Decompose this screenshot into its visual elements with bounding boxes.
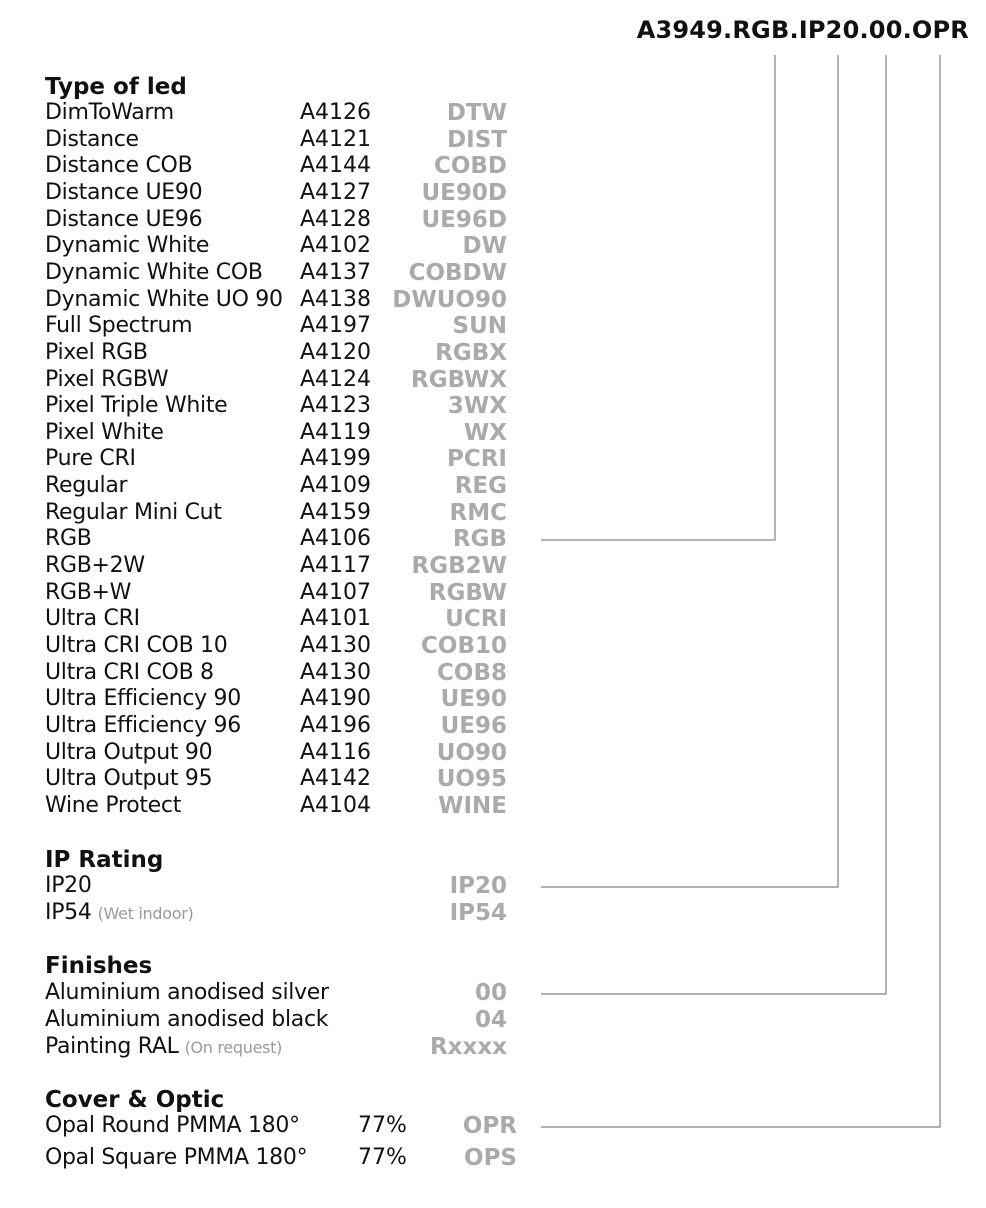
led-name: Distance UE96 xyxy=(45,206,203,232)
led-code: RGB2W xyxy=(411,553,507,580)
led-name: Pure CRI xyxy=(45,446,136,472)
ip-name: IP20 xyxy=(45,873,92,898)
led-name: RGB+2W xyxy=(45,553,145,579)
led-code: SUN xyxy=(452,313,507,340)
led-name: Distance COB xyxy=(45,153,193,179)
led-article-number: A4126 xyxy=(300,100,372,125)
led-code: COB8 xyxy=(437,659,507,686)
led-article-number: A4159 xyxy=(300,499,372,525)
connector-finish xyxy=(541,55,886,994)
led-article-number: A4116 xyxy=(300,739,372,765)
led-article-number: A4109 xyxy=(300,473,372,499)
led-name: Ultra CRI COB 10 xyxy=(45,633,228,658)
led-article-number: A4121 xyxy=(300,126,372,152)
led-code: UE96 xyxy=(440,712,507,739)
led-code: DIST xyxy=(447,126,507,153)
led-name: Ultra Efficiency 90 xyxy=(45,686,241,712)
cover-name: Opal Square PMMA 180° xyxy=(45,1145,308,1170)
led-code: UO90 xyxy=(436,739,507,766)
product-code: A3949.RGB.IP20.00.OPR xyxy=(636,16,969,44)
led-code: RGB xyxy=(452,526,507,553)
led-name: Full Spectrum xyxy=(45,313,193,339)
connector-ip xyxy=(541,55,838,887)
finish-name: Aluminium anodised black xyxy=(45,1007,329,1032)
cover-percentage: 77% xyxy=(358,1113,407,1138)
finish-code: 00 xyxy=(474,980,507,1006)
led-article-number: A4190 xyxy=(300,686,372,712)
led-article-number: A4142 xyxy=(300,766,372,792)
led-name: Regular xyxy=(45,473,128,499)
led-article-number: A4144 xyxy=(300,153,372,179)
led-article-number: A4101 xyxy=(300,606,372,632)
finish-code: 04 xyxy=(474,1007,507,1033)
led-code: COBD xyxy=(433,153,507,180)
led-article-number: A4199 xyxy=(300,446,372,472)
led-name: Dynamic White COB xyxy=(45,259,263,285)
cover-name: Opal Round PMMA 180° xyxy=(45,1113,300,1138)
led-name: Distance UE90 xyxy=(45,179,203,205)
led-name: Pixel White xyxy=(45,419,164,445)
led-article-number: A4104 xyxy=(300,792,372,818)
led-article-number: A4130 xyxy=(300,659,372,685)
led-code: REG xyxy=(454,473,507,500)
led-name: Wine Protect xyxy=(45,792,182,818)
led-code: PCRI xyxy=(446,446,507,473)
cover-code: OPR xyxy=(462,1113,517,1139)
led-name: Dynamic White UO 90 xyxy=(45,286,283,312)
led-name: Regular Mini Cut xyxy=(45,499,222,525)
led-name: Ultra Efficiency 96 xyxy=(45,712,241,738)
led-name: DimToWarm xyxy=(45,100,174,125)
led-code: RGBW xyxy=(428,579,507,606)
led-article-number: A4117 xyxy=(300,553,372,579)
led-name: RGB+W xyxy=(45,579,132,605)
led-article-number: A4102 xyxy=(300,233,372,259)
led-article-number: A4120 xyxy=(300,339,372,365)
led-code: COB10 xyxy=(421,633,507,659)
led-article-number: A4124 xyxy=(300,366,372,392)
led-article-number: A4138 xyxy=(300,286,372,312)
led-code: WINE xyxy=(438,792,507,819)
ip-code: IP54 xyxy=(449,900,507,926)
led-name: Distance xyxy=(45,126,139,152)
led-article-number: A4127 xyxy=(300,179,372,205)
led-name: Ultra CRI COB 8 xyxy=(45,659,214,685)
led-article-number: A4130 xyxy=(300,633,372,658)
led-name: Dynamic White xyxy=(45,233,210,259)
led-name: Pixel Triple White xyxy=(45,393,228,419)
finish-code: Rxxxx xyxy=(429,1034,507,1060)
finish-name: Aluminium anodised silver xyxy=(45,980,329,1005)
led-code: UE90 xyxy=(440,686,507,713)
ip-section-title: IP Rating xyxy=(45,847,164,873)
led-name: Ultra CRI xyxy=(45,606,140,632)
ip-name: IP54 (Wet indoor) xyxy=(45,900,194,925)
led-article-number: A4197 xyxy=(300,313,372,339)
led-article-number: A4107 xyxy=(300,579,372,605)
led-code: COBDW xyxy=(408,259,507,286)
ip-code: IP20 xyxy=(449,873,507,899)
cover-section-title: Cover & Optic xyxy=(45,1087,225,1113)
cover-code: OPS xyxy=(464,1145,517,1171)
led-article-number: A4137 xyxy=(300,259,372,285)
connector-cover xyxy=(541,55,940,1127)
cover-percentage: 77% xyxy=(358,1145,407,1170)
led-code: UCRI xyxy=(445,606,507,633)
finish-section-title: Finishes xyxy=(45,953,153,979)
led-name: Ultra Output 90 xyxy=(45,739,213,765)
led-code: RGBWX xyxy=(411,366,507,393)
led-code: WX xyxy=(463,419,507,446)
led-article-number: A4119 xyxy=(300,419,372,445)
led-code: UE96D xyxy=(421,206,507,233)
finish-name: Painting RAL (On request) xyxy=(45,1034,283,1059)
led-name: Pixel RGB xyxy=(45,339,148,365)
led-name: Pixel RGBW xyxy=(45,366,169,392)
led-code: DWUO90 xyxy=(392,286,507,313)
led-article-number: A4106 xyxy=(300,526,372,552)
led-name: RGB xyxy=(45,526,92,552)
led-code: RGBX xyxy=(435,339,507,366)
led-code: RMC xyxy=(449,499,507,526)
led-article-number: A4123 xyxy=(300,393,372,419)
led-article-number: A4128 xyxy=(300,206,372,232)
led-code: UE90D xyxy=(421,179,507,206)
connector-led xyxy=(541,55,775,540)
led-code: UO95 xyxy=(436,766,507,793)
led-code: 3WX xyxy=(447,393,507,420)
led-code: DTW xyxy=(446,100,507,126)
led-article-number: A4196 xyxy=(300,712,372,738)
led-name: Ultra Output 95 xyxy=(45,766,213,792)
ip-note: (Wet indoor) xyxy=(97,904,194,923)
led-section-title: Type of led xyxy=(45,74,187,100)
led-code: DW xyxy=(462,233,507,260)
finish-note: (On request) xyxy=(184,1038,283,1057)
